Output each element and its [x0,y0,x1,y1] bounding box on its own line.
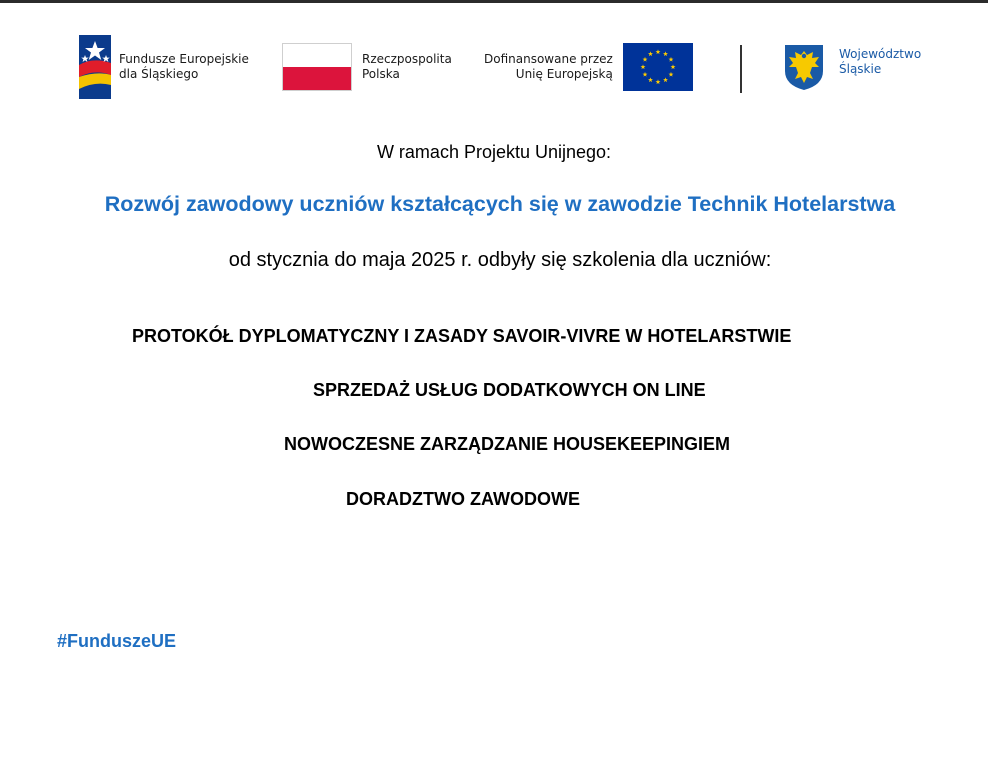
eu-cofinanced-logo [484,35,693,99]
rzeczpospolita-line-1: Rzeczpospolita [362,52,452,66]
eu-flag-icon [623,43,693,91]
eu-line-2: Unię Europejską [515,67,613,81]
fundusze-europejskie-label [119,52,249,82]
slaskie-label [839,47,921,77]
logo-bar [0,35,988,99]
polish-flag-icon [282,43,352,91]
subtitle-text: od stycznia do maja 2025 r. odbyły się szkolenia dla uczniów: [228,249,772,271]
fundusze-line-1: Fundusze Europejskie [119,52,249,66]
course-item: PROTOKÓŁ DYPLOMATYCZNY I ZASADY SAVOIR-VIVRE W HOTELARSTWIE [132,326,792,346]
wojewodztwo-slaskie-logo [783,35,921,99]
hashtag-link[interactable]: #FunduszeUE [57,631,177,651]
fundusze-europejskie-logo [79,35,249,99]
logo-divider [740,45,742,93]
slaskie-line-2: Śląskie [839,62,882,76]
slaskie-line-1: Województwo [839,47,922,61]
eu-line-1: Dofinansowane przez [484,52,613,66]
project-title: Rozwój zawodowy uczniów kształcących się w zawodzie Technik Hotelarstwa [104,192,896,216]
silesian-eagle-icon [783,43,825,91]
rzeczpospolita-label [362,52,452,82]
fundusze-line-2: dla Śląskiego [119,67,199,81]
course-item: SPRZEDAŻ USŁUG DODATKOWYCH ON LINE [313,380,706,400]
course-item: DORADZTWO ZAWODOWE [346,489,580,509]
rzeczpospolita-line-2: Polska [362,67,400,81]
rzeczpospolita-polska-logo [282,35,452,99]
fundusze-europejskie-icon [79,35,111,99]
intro-text: W ramach Projektu Unijnego: [376,142,612,162]
course-item: NOWOCZESNE ZARZĄDZANIE HOUSEKEEPINGIEM [284,434,731,454]
eu-label [484,52,613,82]
